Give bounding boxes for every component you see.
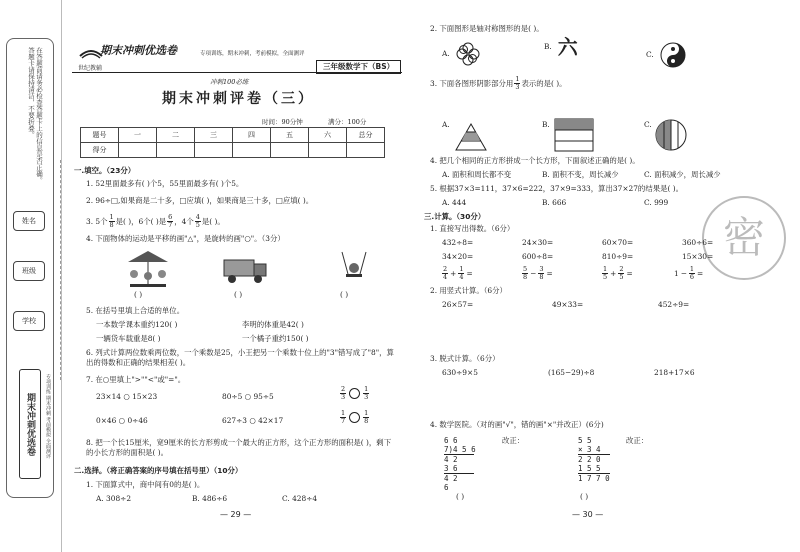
q2-2: 2. 下面图形是轴对称图形的是( )。 bbox=[430, 24, 544, 33]
calc-2-item-1: 26×57= bbox=[442, 300, 474, 309]
q1-6: 6. 列式计算两位数乘两位数，一个乘数是25，小王把另一个乘数十位上的"3"错写成了"8"，算出的得数和正确的结果相差( )。 bbox=[86, 348, 394, 367]
q2-1-option-b: B. 486÷6 bbox=[192, 494, 228, 503]
q2-5-option-c: C. 999 bbox=[644, 198, 669, 207]
confidential-stamp: 密 bbox=[702, 196, 786, 280]
q2-3-option-c-label: C. bbox=[644, 120, 652, 129]
section-2-title: 二.选择。（将正确答案的序号填在括号里）（10分） bbox=[74, 466, 243, 475]
q2-1-option-a: A. 308÷2 bbox=[96, 494, 132, 503]
calc-1-r1c4: 360÷6= bbox=[682, 238, 714, 247]
time-limit: 时间：90分钟 bbox=[262, 118, 303, 126]
q1-4-answer-1[interactable]: ( ) bbox=[134, 290, 143, 299]
fix-answer-1[interactable]: ( ) bbox=[456, 492, 465, 501]
calc-1-r2c3: 810÷9= bbox=[602, 252, 634, 261]
calc-1-r2c1: 34×20= bbox=[442, 252, 474, 261]
fix-label-1: 改正： bbox=[502, 436, 525, 445]
q2-5-option-a: A. 444 bbox=[442, 198, 467, 207]
score-table-header-row: 题号 一 二 三 四 五 六 总分 bbox=[81, 128, 385, 143]
q2-2-option-c: C. bbox=[646, 42, 686, 68]
brand-title: 期末冲刺优选卷 bbox=[100, 44, 177, 57]
q1-8: 8. 把一个长15厘米，宽9厘米的长方形剪成一个最大的正方形，这个正方形的面积是( )，剩下的小长方形的面积是( )。 bbox=[86, 438, 392, 457]
calc-1-frac-1: 2 4 + $\frac{1}{4}$ = bbox=[443, 265, 473, 281]
strip-frame bbox=[6, 38, 54, 498]
calc-1-r1c1: 432÷8= bbox=[442, 238, 474, 247]
q1-4-answer-2[interactable]: ( ) bbox=[234, 290, 243, 299]
q1-4: 4. 下面物体的运动是平移的画"△"，是旋转的画"○"。（3分） bbox=[86, 234, 285, 243]
q1-5-item-4: 一个橘子重约150( ) bbox=[242, 334, 309, 343]
q1-4-answer-3[interactable]: ( ) bbox=[340, 290, 349, 299]
division-work: 6 6 7)4 5 6 4 2 3 6 4 2 6 bbox=[444, 436, 476, 492]
full-score: 满分：100分 bbox=[328, 118, 367, 126]
q1-7-item-frac-2: 1 7 1 8 bbox=[341, 409, 369, 425]
name-label: 姓名 bbox=[13, 211, 45, 231]
score-table-score-row: 得分 bbox=[81, 143, 385, 158]
tagline: 专项训练，期末冲刺，考前模拟，全面测评 bbox=[200, 51, 305, 57]
calc-1-r1c3: 60×70= bbox=[602, 238, 634, 247]
strip-notes: 在答题前请务必检查答题卡上的信息是否正确。答题卡请保持清洁，不要折叠。 bbox=[27, 47, 43, 184]
calc-1-r2c2: 600÷8= bbox=[522, 252, 554, 261]
binding-strip bbox=[0, 0, 62, 552]
sliced-circle-icon bbox=[654, 118, 688, 155]
calc-2-item-3: 452÷9= bbox=[658, 300, 690, 309]
q1-3: 3. 5个 1 8 是( )，6个( )是 6 7 ，4个 4 5 是( )。 bbox=[86, 213, 225, 229]
q1-5: 5. 在括号里填上合适的单位。 bbox=[86, 306, 185, 315]
motto: 冲刺100必练 bbox=[210, 78, 249, 86]
publisher: 世纪教辅 bbox=[78, 65, 103, 72]
paper-title: 期末冲刺评卷（三） bbox=[162, 91, 315, 107]
score-table bbox=[80, 127, 385, 158]
q2-3-option-a-label: A. bbox=[442, 120, 450, 129]
q1-2: 2. 96÷□,如果商是二十多，□应填( )，如果商是三十多，□应填( )。 bbox=[86, 196, 314, 205]
section-1-title: 一.填空。（23分） bbox=[74, 166, 136, 175]
q1-7-item-2: 80÷5 ○ 95÷5 bbox=[222, 392, 274, 401]
q2-2-option-a: A. bbox=[442, 42, 480, 66]
q2-5-option-b: B. 666 bbox=[542, 198, 567, 207]
q2-3-option-b-label: B. bbox=[542, 120, 550, 129]
q2-1: 1. 下面算式中，商中间有0的是( )。 bbox=[86, 480, 205, 489]
q1-7-item-3: 0×46 ○ 0÷46 bbox=[96, 416, 148, 425]
carousel-icon bbox=[124, 248, 172, 291]
calc-1-r1c2: 24×30= bbox=[522, 238, 554, 247]
page-number-right: — 30 — bbox=[572, 510, 604, 519]
multiplication-work: 5 5 × 3 4 2 2 0 1 5 5 1 7 7 0 bbox=[578, 436, 610, 483]
fix-label-2: 改正： bbox=[626, 436, 649, 445]
calc-1-frac-3: 1 5 + $\frac{2}{5}$ = bbox=[603, 265, 633, 281]
strip-logo: 期末冲刺优选卷 bbox=[19, 369, 41, 479]
q1-5-item-3: 一辆货车载重是8( ) bbox=[96, 334, 161, 343]
calc-1: 1. 直接写出得数。（6分） bbox=[430, 224, 515, 233]
q2-4-option-a: A. 面积和周长都不变 bbox=[442, 170, 512, 179]
swing-icon bbox=[334, 250, 374, 289]
calc-1-r2c4: 15×30= bbox=[682, 252, 714, 261]
flower-icon bbox=[456, 42, 480, 66]
calc-1-frac-4: 1 − $\frac{1}{6}$ = bbox=[674, 265, 704, 281]
calc-2: 2. 用竖式计算。（6分） bbox=[430, 286, 507, 295]
q1-1: 1. 52里面最多有( )个5，55里面最多有( )个5。 bbox=[86, 179, 244, 188]
page-number-left: — 29 — bbox=[220, 510, 252, 519]
truck-icon bbox=[222, 252, 272, 289]
grade-badge: 三年级数学下（BS） bbox=[316, 60, 401, 74]
calc-4: 4. 数学医院。（对的画"√"，错的画"×"并改正）(6分) bbox=[430, 420, 604, 429]
calc-3: 3. 脱式计算。（6分） bbox=[430, 354, 500, 363]
calc-2-item-2: 49×33= bbox=[552, 300, 584, 309]
q2-4: 4. 把几个相同的正方形拼成一个长方形，下面叙述正确的是( )。 bbox=[430, 156, 640, 165]
yin-yang-icon bbox=[660, 42, 686, 68]
q1-5-item-2: 李明的体重是42( ) bbox=[242, 320, 304, 329]
right-page bbox=[422, 24, 792, 544]
section-3-title: 三.计算。（30分） bbox=[424, 212, 486, 221]
class-label: 班级 bbox=[13, 261, 45, 281]
triangle-layers-icon bbox=[454, 122, 488, 155]
q2-5: 5. 根据37×3=111，37×6=222，37×9=333，算出37×27的结果是( )。 bbox=[430, 184, 684, 193]
strip-subtitle: 专项训练 期末冲刺 考前模拟 全面测评 bbox=[45, 374, 51, 459]
q2-4-option-b: B. 面积不变，周长减少 bbox=[542, 170, 619, 179]
q1-7: 7. 在○里填上">""<"或"="。 bbox=[86, 375, 186, 384]
q2-2-option-b: B. 六 bbox=[544, 35, 578, 59]
q2-3: 3. 下面各图形阴影部分用 1 3 表示的是( )。 bbox=[430, 75, 567, 91]
school-label: 学校 bbox=[13, 311, 45, 331]
cut-line bbox=[60, 160, 61, 380]
calc-3-item-1: 630÷9×5 bbox=[442, 368, 478, 377]
left-page bbox=[72, 34, 402, 544]
q1-5-item-1: 一本数学课本重约120( ) bbox=[96, 320, 178, 329]
fix-answer-2[interactable]: ( ) bbox=[580, 492, 589, 501]
q2-4-option-c: C. 面积减少，周长减少 bbox=[644, 170, 721, 179]
calc-1-frac-2: 5 8 − $\frac{3}{8}$ = bbox=[523, 265, 553, 281]
q1-7-item-frac-1: 2 3 1 3 bbox=[341, 385, 369, 401]
q2-1-option-c: C. 428÷4 bbox=[282, 494, 318, 503]
q1-7-item-1: 23×14 ○ 15×23 bbox=[96, 392, 158, 401]
q1-7-item-4: 627÷3 ○ 42×17 bbox=[222, 416, 284, 425]
calc-3-item-2: (165−29)÷8 bbox=[548, 368, 595, 377]
striped-rect-icon bbox=[554, 118, 594, 155]
calc-3-item-3: 218+17×6 bbox=[654, 368, 695, 377]
